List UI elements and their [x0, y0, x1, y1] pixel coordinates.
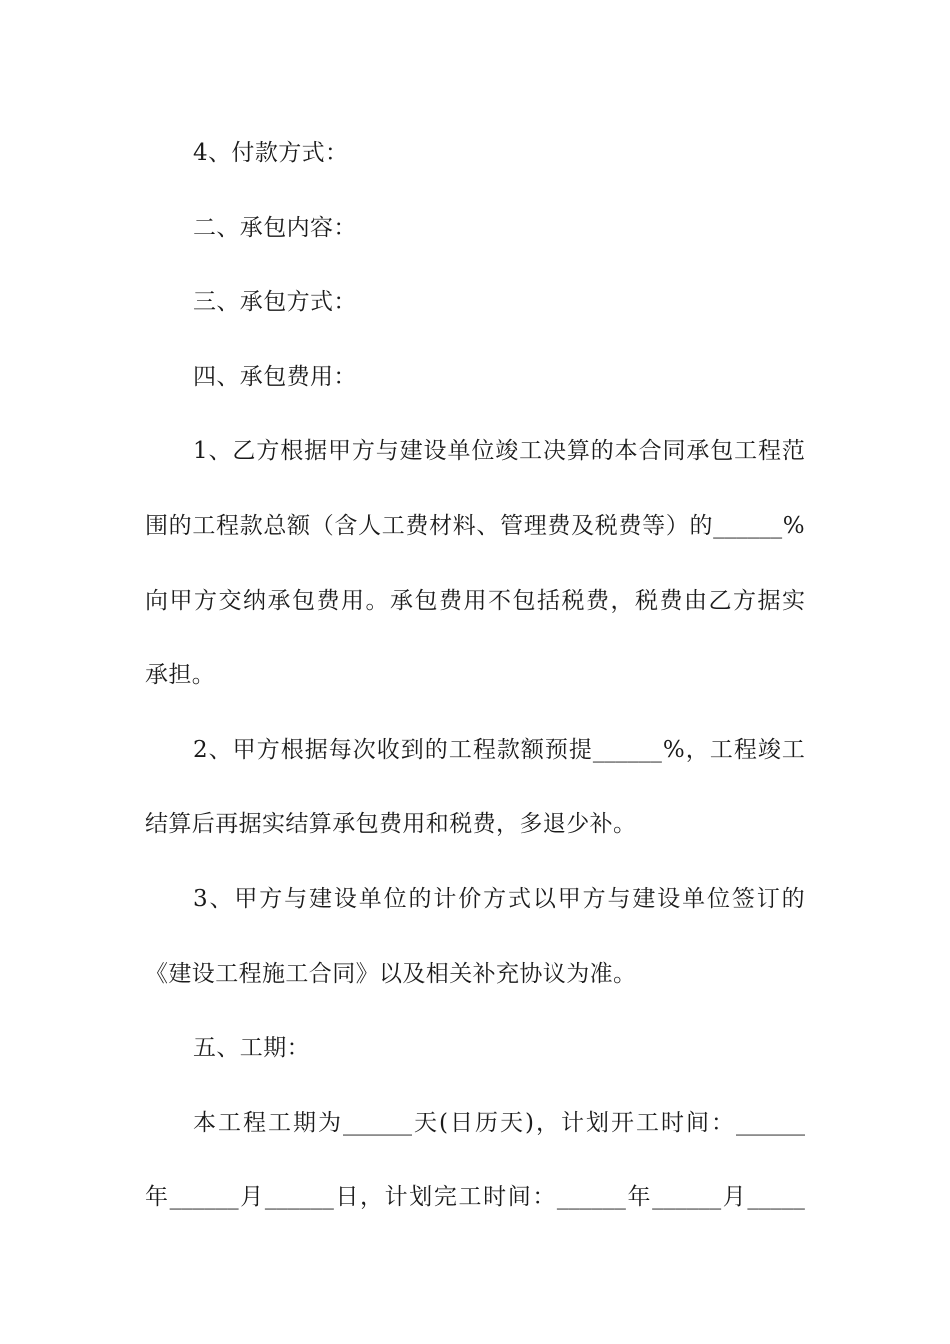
fee-clause-1-line-3: 向 甲 方 交 纳 承 包 费 用 。 承 包 费 用 不 包 括 税 费 ， 税 费 由 乙 方 据 实: [145, 587, 805, 614]
fee-clause-1-line-1: 1 、 乙 方 根 据 甲 方 与 建 设 单 位 竣 工 决 算 的 本 合 同 承 包 工 程 范: [193, 438, 805, 465]
schedule-line-1: 本 工 程 工 期 为 ______ 天 ( 日 历 天 ) ， 计 划 开 工 时 间 ： ______: [193, 1109, 805, 1136]
fee-clause-1-line-2: 围 的 工 程 款 总 额 （ 含 人 工 费 材 料 、 管 理 费 及 税 费 等 ） 的 ______ %: [145, 512, 805, 539]
fee-clause-1-line-4: 承担。: [145, 662, 216, 689]
fee-clause-2-line-2: 结算后再据实结算承包费用和税费，多退少补。: [145, 811, 637, 838]
fee-clause-3-line-1: 3 、 甲 方 与 建 设 单 位 的 计 价 方 式 以 甲 方 与 建 设 单 位 签 订 的: [193, 885, 805, 912]
section-contract-method: 三、承包方式：: [193, 289, 357, 316]
document-body: [145, 129, 805, 1248]
fee-clause-2-line-1: 2 、 甲 方 根 据 每 次 收 到 的 工 程 款 额 预 提 ______ % ， 工 程 竣 工: [193, 736, 805, 763]
section-contract-fee: 四、承包费用：: [193, 363, 357, 390]
section-schedule: 五、工期：: [193, 1035, 310, 1062]
section-contract-content: 二、承包内容：: [193, 214, 357, 241]
schedule-line-2: 年 ______ 月 ______ 日 ， 计 划 完 工 时 间 ： ______ 年 ______ 月 _____: [145, 1184, 805, 1211]
clause-payment-method: 4、付款方式：: [193, 140, 349, 166]
fee-clause-3-line-2: 《建设工程施工合同》以及相关补充协议为准。: [145, 960, 637, 987]
